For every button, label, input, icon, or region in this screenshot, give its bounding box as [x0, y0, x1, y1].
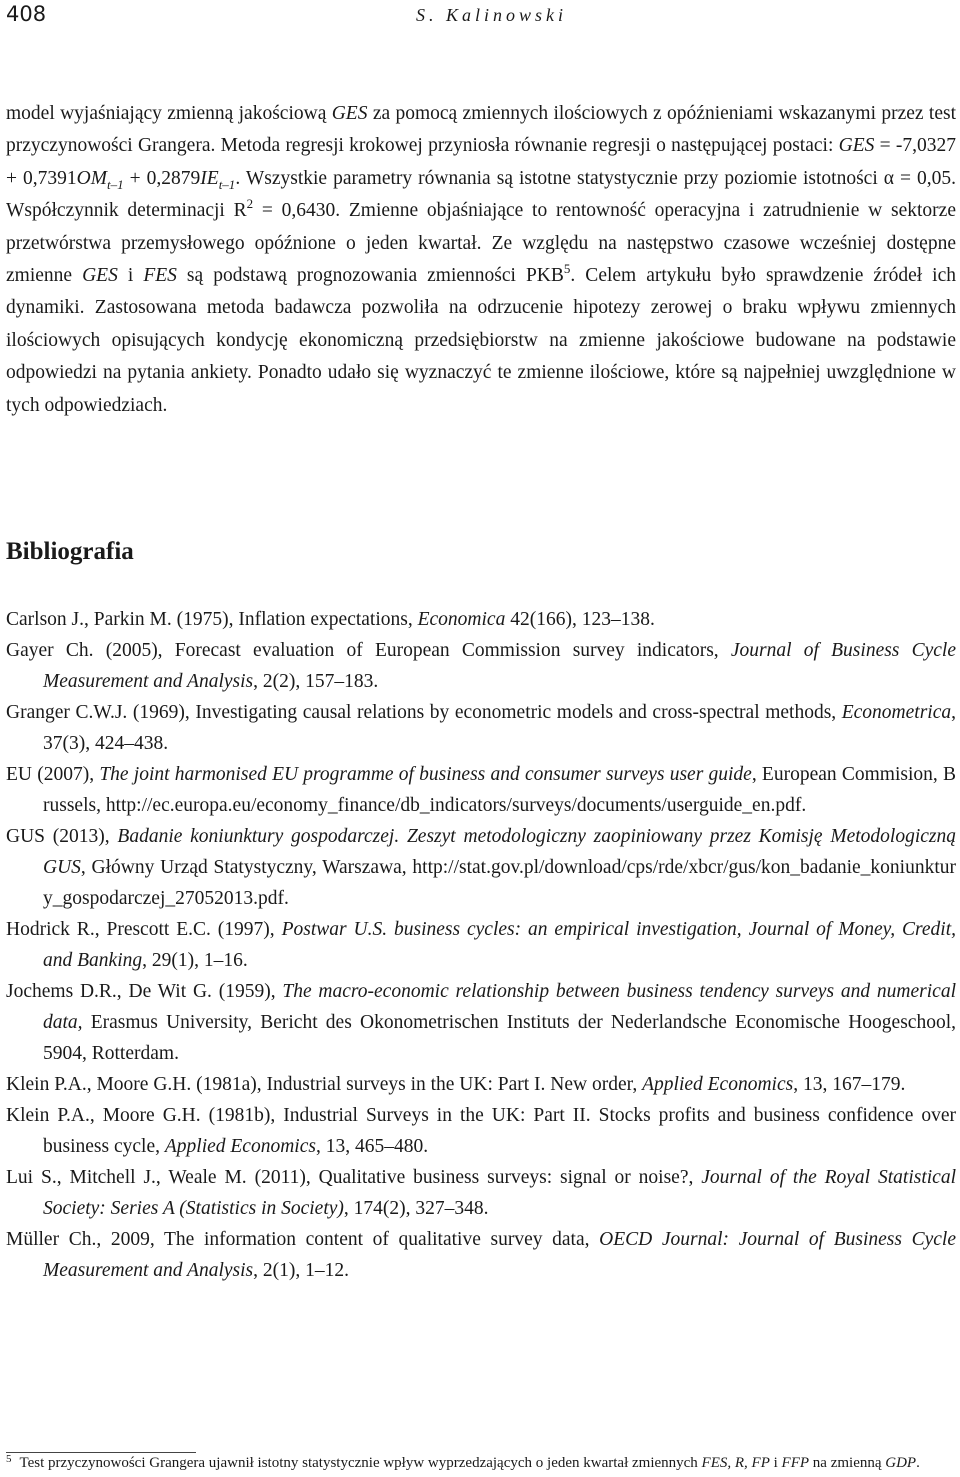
ref-journal: The macro-economic relationship between business tendency surveys and numerical data, [43, 981, 956, 1033]
bibliography-entry [6, 1100, 956, 1162]
ref-authors-title: Gayer Ch. (2005), Forecast evaluation of European Commission survey indicators, [6, 640, 731, 661]
bibliography-entry [6, 1162, 956, 1224]
ref-authors-title: Hodrick R., Prescott E.C. (1997), [6, 919, 282, 940]
variable-ges: GES [331, 103, 368, 124]
equation-subscript: t–1 [106, 176, 124, 192]
ref-journal: Badanie koniunktury gospodarczej. Zeszyt metodologiczny zaopiniowany przez Komisję Metodologiczną GUS [43, 826, 956, 878]
footnote-text: Test przyczynowości Grangera ujawnił istotny statystycznie wpływ wyprzedzających o jeden kwartał zmiennych [19, 1455, 702, 1471]
bibliography-list [6, 604, 956, 1286]
ref-authors-title: Granger C.W.J. (1969), Investigating causal relations by econometric models and cross-spectral methods, [6, 702, 842, 723]
ref-journal: Journal of Business Cycle Measurement and Analysis [43, 640, 957, 692]
page-number: 408 [6, 2, 47, 26]
ref-journal: Econometrica [841, 702, 952, 723]
bibliography-entry [6, 976, 956, 1069]
footnote-variables: FES, R, FP [701, 1455, 770, 1471]
ref-details: , 29(1), 1–16. [142, 950, 248, 971]
text-run: = 0,6430. Zmienne objaśniające to rentowność operacyjna i zatrudnienie w sektorze przetwórstwa przemysłowego opóźnione o jeden kwartał. Ze względu na następstwo czasowe wcześniej dostępne zmienne [6, 200, 956, 287]
footnote-text: . [916, 1455, 920, 1471]
ref-authors-title: Jochems D.R., De Wit G. (1959), [6, 981, 283, 1002]
ref-authors-title: GUS (2013), [6, 826, 118, 847]
equation-part: + 0,2879 [123, 167, 201, 189]
text-run: . Wszystkie parametry równania są istotne statystycznie przy poziomie istotności α = 0,05. Współczynnik determinacji R [6, 167, 957, 222]
ref-details: , 13, 167–179. [793, 1074, 906, 1095]
bibliography-entry [6, 1224, 956, 1286]
page-header [6, 0, 954, 30]
bibliography-entry [6, 1069, 956, 1100]
r-squared-superscript: 2 [246, 196, 254, 212]
running-head-author: S. Kalinowski [416, 5, 568, 25]
ref-journal: Economica [417, 609, 506, 630]
paragraph-text [6, 98, 956, 422]
ref-authors-title: Müller Ch., 2009, The information content of qualitative survey data, [6, 1229, 600, 1250]
ref-journal: Journal of the Royal Statistical Society: Series A (Statistics in Society) [43, 1167, 957, 1219]
equation-ges: GES [838, 135, 875, 157]
text-run: i [117, 265, 144, 287]
bibliography-entry [6, 759, 956, 821]
ref-details-link[interactable]: , European Commision, Brussels, http://ec.europa.eu/economy_finance/db_indicators/surveys/documents/userguide_en.pdf. [43, 764, 956, 816]
equation-om: OM [76, 167, 107, 189]
equation-ie: IE [200, 167, 219, 189]
body-paragraph [6, 98, 956, 422]
ref-journal: Applied Economics [164, 1136, 316, 1157]
variable-ges: GES [82, 265, 118, 287]
ref-journal: The joint harmonised EU programme of business and consumer surveys user guide [99, 764, 752, 785]
text-run: model wyjaśniający zmienną jakościową [6, 103, 332, 124]
ref-details: , 2(2), 157–183. [253, 671, 379, 692]
ref-authors-title: EU (2007), [6, 764, 100, 785]
equation-subscript: t–1 [218, 176, 236, 192]
ref-authors-title: Klein P.A., Moore G.H. (1981a), Industrial surveys in the UK: Part I. New order, [6, 1074, 643, 1095]
text-run: . Celem artykułu było sprawdzenie źródeł ich dynamiki. Zastosowana metoda badawcza pozwoliła na odrzucenie hipotezy zerowej o braku wpływu zmiennych ilościowych opisujących kondycję ekonomiczną przedsiębiorstw na zmienne jakościowe budowane na podstawie odpowiedzi na pytania ankiety. Ponadto udało się wyznaczyć te zmienne ilościowe, które są najpełniej uwzględnione w tych odpowiedziach. [6, 265, 957, 416]
ref-authors-title: Klein P.A., Moore G.H. (1981b), Industrial Surveys in the UK: Part II. Stocks profits and business confidence over business cycle, [6, 1105, 956, 1157]
footnote-text: na zmienną [809, 1455, 886, 1471]
bibliography-entry [6, 697, 956, 759]
text-run: są podstawą prognozowania zmienności PKB [176, 265, 564, 287]
ref-details: , 2(1), 1–12. [253, 1260, 350, 1281]
ref-details: , 37(3), 424–438. [43, 702, 956, 754]
bibliography-entry [6, 914, 956, 976]
ref-details: , 13, 465–480. [315, 1136, 429, 1157]
ref-authors-title: Carlson J., Parkin M. (1975), Inflation expectations, [6, 609, 418, 630]
footnote-divider [6, 1452, 196, 1453]
ref-journal: Applied Economics [642, 1074, 794, 1095]
bibliography-entry [6, 821, 956, 914]
variable-fes: FES [143, 265, 177, 287]
footnote-variable: GDP [885, 1455, 917, 1471]
ref-details: , 174(2), 327–348. [343, 1198, 489, 1219]
bibliography-entry [6, 635, 956, 697]
ref-details: 42(166), 123–138. [505, 609, 655, 630]
text-run: za pomocą zmiennych ilościowych z opóźnieniami wskazanymi przez test przyczynowości Grangera. Metoda regresji krokowej przyniosła równanie regresji o następującej postaci: [6, 103, 957, 157]
equation-part: = -7,0327 + 0,7391 [6, 135, 956, 189]
footnote-variable: FFP [781, 1455, 810, 1471]
ref-journal: Postwar U.S. business cycles: an empirical investigation, Journal of Money, Credit, and Banking [43, 919, 956, 971]
footnote-number: 5 [6, 1453, 12, 1465]
ref-details: Erasmus University, Bericht des Okonometrischen Instituts der Nederlandsche Economische Hoogeschool, 5904, Rotterdam. [43, 1012, 956, 1064]
footnote-reference[interactable]: 5 [563, 261, 571, 277]
ref-details-link[interactable]: , Główny Urząd Statystyczny, Warszawa, http://stat.gov.pl/download/cps/rde/xbcr/gus/kon_badanie_koniunktury_gospodarczej_27052013.pdf. [43, 857, 956, 909]
footnote-text: i [769, 1455, 782, 1471]
section-title-bibliography: Bibliografia [6, 538, 134, 565]
ref-authors-title: Lui S., Mitchell J., Weale M. (2011), Qualitative business surveys: signal or noise?, [6, 1167, 702, 1188]
bibliography-entry [6, 604, 956, 635]
footnote [6, 1454, 954, 1473]
ref-journal: OECD Journal: Journal of Business Cycle Measurement and Analysis [43, 1229, 956, 1281]
